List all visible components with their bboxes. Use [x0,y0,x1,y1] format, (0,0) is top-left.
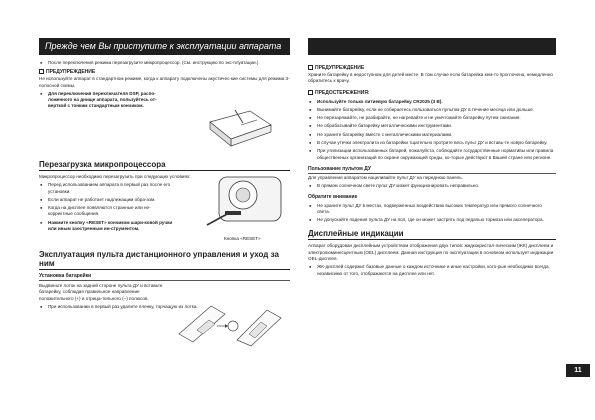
right-warning-heading: ПРЕДУПРЕЖДЕНИЕ [308,65,556,72]
warning-icon [308,65,313,70]
warning-text: Не используйте аппарат в стандартном режиме, когда к аппарату подключены акустичес-кие системы для режима 3-полосной схемы. [39,76,290,88]
reset-section-title: Перезагрузка микропроцессора [39,160,290,171]
warning-heading: ПРЕДУПРЕЖДЕНИЕ [39,69,290,76]
caution-item-1: ● Используйте только литиевую батарейку CR2025 (3 В). [308,99,556,105]
display-text: Аппарат оборудован дисплейным устройством отображения двух типов: жидкокристал-лическим (ЖК) дисплеем и электролюминесцентным (OEL) дисплеем. Данная инструкция по эксплуатации в основном использует индикации OEL-дисплея. [308,243,554,262]
caution-item-2: ● Вынимайте батарейку, если не собираетесь пользоваться пультом ДУ в течение месяца или дольше. [308,107,556,113]
reset-condition-3: ● Когда на дисплее появляются странные или не-корректные сообщения. [39,205,173,218]
caution-item-6: ● В случае утечки электролита из батарейки тщательно протрите весь пульт ДУ и вставь-те новую батарейку. [308,140,556,146]
right-section-banner [308,38,556,55]
caution-item-7: ● При утилизации использованных батарей, пожалуйста, соблюдайте государственные нормативы или правила общественных организаций по охране окружающей среды, ко-торые действуют в Вашей стране или регионе. [308,148,556,161]
reset-instruction: ● Нажмите кнопку «RESET» кончиком шари-ковой ручки или иным заостренным ин-струментом. [39,220,173,233]
page-number: 11 [566,364,590,377]
caution-item-3: ● Не перезаряжайте, не разбирайте, не нагревайте и не уничтожайте батарейку путем сжигания. [308,115,556,121]
caution-icon [308,90,313,95]
dsp-switch-bullet: ● Для переключения переключателя DSP, распо-ложенного на днище аппарата, пользуйтесь от-верткой с тонким стандартным кончиком. [39,91,173,110]
caution-item-5: ● Не храните батарейку вместе с металлическими материалами. [308,132,556,138]
left-column [39,58,290,112]
battery-bullet: ● При использовании в первый раз удалите пленку, торчащую из лотка. [39,304,290,310]
using-remote-text: Для управления аппаратом нацеливайте пульт ДУ на переднюю панель. [308,174,464,180]
using-remote-bullet: ● В прямом солнечном свете пульт ДУ может функционировать неправильно. [308,183,556,189]
remote-section-title: Эксплуатация пульта дистанционного управления и уход за ним [39,250,290,270]
reset-button-illustration [205,175,285,233]
right-warning-text: Храните батарейку в недоступном для детей месте. В том случае если батарейка кем-то проглочена, немедленно обратитесь к врачу. [308,72,553,84]
left-section-banner: Прежде чем Вы приступите к эксплуатации аппарата [39,38,290,55]
using-remote-subheading: Пользование пультом ДУ [308,166,556,174]
battery-text: Выдвиньте лоток на задней стороне пульта ДУ и вставьте батарейку, соблюдая правильное направление положительного (+) и отрица-тельного (–) полюсов. [39,283,163,301]
note-subheading: Обратите внимание [308,193,358,200]
reset-condition-1: ● Перед использованием аппарата в первый раз после его установки. [39,182,173,195]
battery-subheading: Установка батарейки [39,273,290,281]
reset-condition-2: ● Если аппарат не работает надлежащим обра-зом. [39,197,173,203]
reset-button-caption: Кнопка «RESET» [224,236,261,241]
right-column [308,62,556,279]
display-bullet: ● ЖК-дисплей содержит базовые данные о каждом источнике и иные настройки, кото-рые необходимо всегда, независимо от того, отображаются на дисплее или нет. [308,264,556,277]
caution-heading: ПРЕДОСТЕРЕЖЕНИЯ: [308,90,556,97]
note-item-1: ● Не храните пульт ДУ в местах, подверженных воздействию высоких температур или прямого солнечного света. [308,203,556,216]
warning-icon [39,69,44,74]
display-section-title: Дисплейные индикации [308,229,556,240]
dsp-switch-illustration [205,107,275,149]
note-item-2: ● Не допускайте падения пульта ДУ на пол, где он может застрять под педалью тормоза или акселератора. [308,217,556,223]
battery-install-illustration [175,300,285,348]
caution-item-4: ● Не обрабатывайте батарейку металлическими инструментами. [308,123,556,129]
intro-bullet: ● После переключения режима перезагрузите микропроцессор. (См. инструкцию по экс-плуатации.) [39,60,290,66]
reset-intro: Микропроцессор необходимо перезагрузить при следующих условиях: [39,174,191,179]
